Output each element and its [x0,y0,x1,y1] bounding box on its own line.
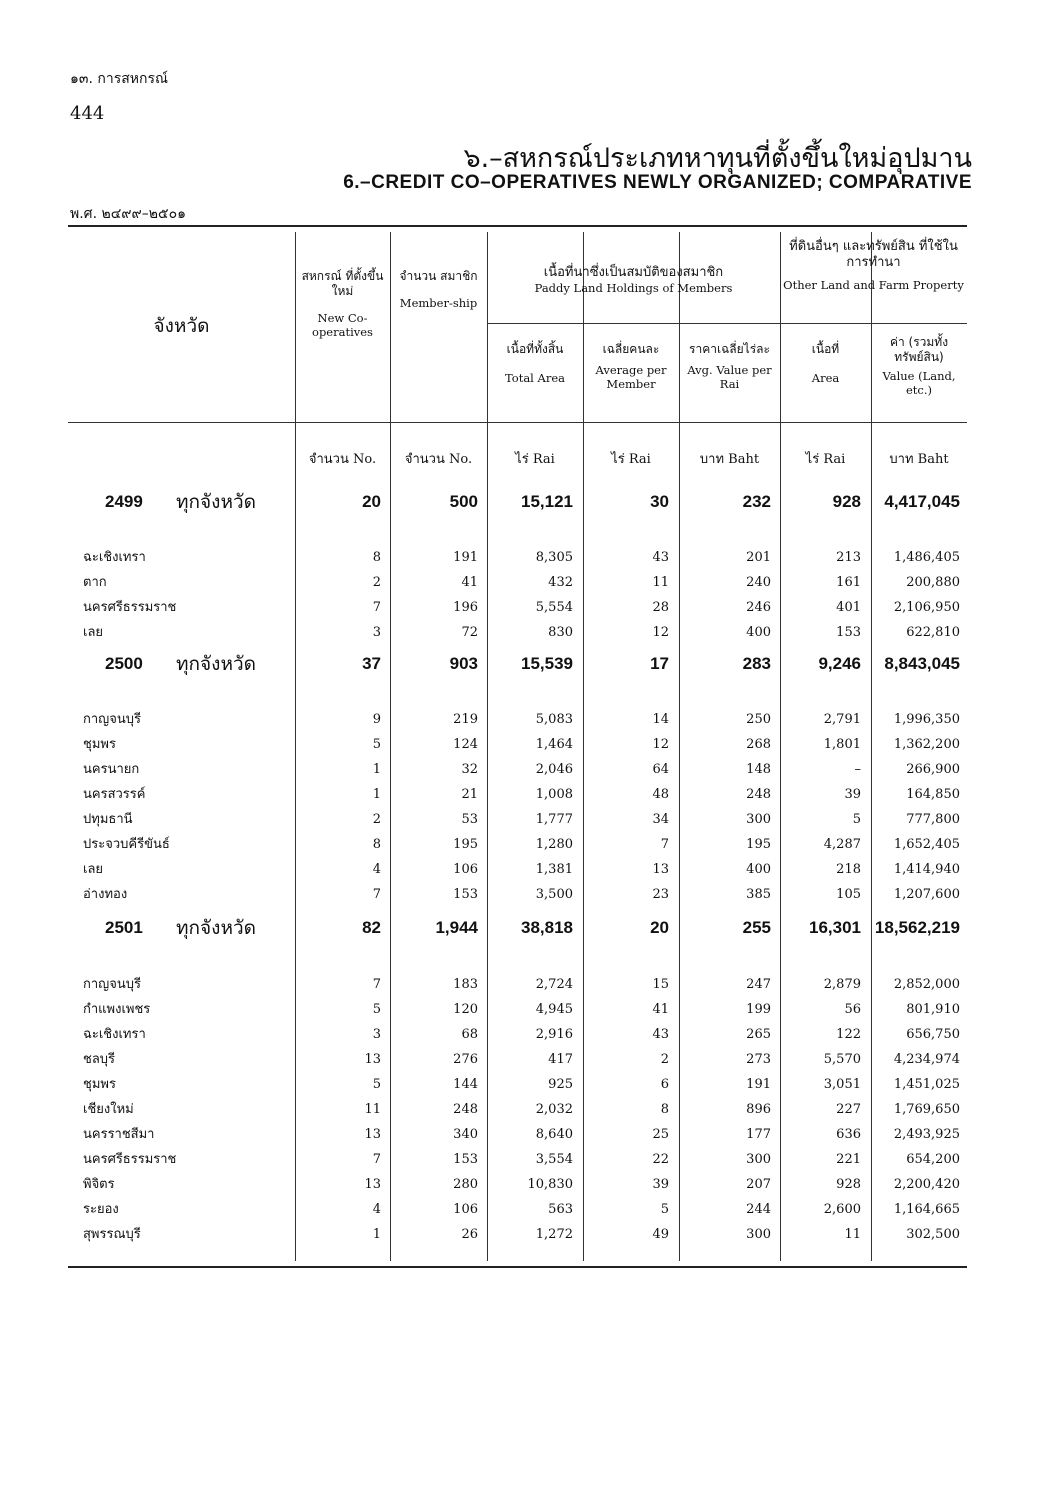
table-cell: 41 [461,575,478,590]
total-cell: 18,562,219 [874,918,960,937]
table-cell: 8,640 [535,1127,573,1142]
table-cell: 177 [746,1127,771,1142]
table-cell: 400 [746,625,771,640]
unit-label: บาท Baht [889,452,949,467]
table-cell: 64 [652,762,669,777]
table-row [68,782,967,807]
year-label: 2499 [105,492,143,511]
table-cell: 3,554 [535,1152,573,1167]
table-cell: 2,106,950 [893,600,960,615]
total-cell: 38,818 [521,918,573,937]
table-cell: 191 [746,1077,771,1092]
table-cell: 5 [852,812,861,827]
header-thai: เฉลี่ยคนละ [602,342,660,356]
header-english: Average per Member [595,363,667,392]
table-cell: 196 [453,600,478,615]
table-cell: 2,879 [823,977,861,992]
total-cell: 16,301 [809,918,861,937]
table-cell: 7 [372,887,381,902]
table-cell: 26 [461,1227,478,1242]
province-name: นครสวรรค์ [83,787,146,802]
table-cell: 1,381 [535,862,573,877]
table-cell: 1,996,350 [893,712,960,727]
table-cell: 49 [652,1227,669,1242]
table-cell: 246 [746,600,771,615]
column-header-total-area [487,342,583,385]
table-cell: 2,724 [535,977,573,992]
column-group-paddy-land [487,265,780,296]
unit-label: จำนวน No. [308,452,377,467]
table-cell: 300 [746,1227,771,1242]
total-cell: 255 [742,918,771,937]
table-cell: 12 [652,625,669,640]
table-cell: 10,830 [527,1177,573,1192]
table-cell: 656,750 [906,1027,960,1042]
table-cell: 3,051 [823,1077,861,1092]
total-cell: 30 [650,492,669,511]
province-name: อ่างทอง [83,887,128,902]
year-label: 2500 [105,654,143,673]
table-cell: 39 [844,787,861,802]
table-cell: 39 [652,1177,669,1192]
table-cell: 144 [453,1077,478,1092]
table-cell: 2,791 [823,712,861,727]
province-name: เลย [83,625,104,640]
table-cell: 68 [461,1027,478,1042]
table-cell: 13 [364,1127,381,1142]
table-cell: 43 [652,1027,669,1042]
column-header-area [780,342,871,385]
table-cell: 120 [453,1002,478,1017]
table-cell: 7 [660,837,669,852]
table-cell: 3,500 [535,887,573,902]
province-name: ฉะเชิงเทรา [83,550,146,565]
table-cell: 221 [836,1152,861,1167]
unit-label: บาท Baht [699,452,760,467]
province-name: กาญจนบุรี [83,977,141,992]
total-cell: 928 [832,492,861,511]
province-name: เลย [83,862,104,877]
province-name: ชลบุรี [83,1052,116,1067]
table-row [68,997,967,1022]
total-cell: 500 [449,492,478,511]
table-cell: 1,451,025 [893,1077,960,1092]
table-cell: 5,554 [535,600,573,615]
table-cell: 896 [746,1102,771,1117]
total-cell: 1,944 [435,918,478,937]
province-name: ตาก [83,575,107,590]
table-cell: 153 [836,625,861,640]
table-cell: 56 [844,1002,861,1017]
column-header-avg-per-member [583,342,679,392]
table-cell: 4,287 [823,837,861,852]
province-name: ชุมพร [83,737,116,752]
table-cell: 636 [836,1127,861,1142]
total-cell: 15,121 [521,492,573,511]
table-row [68,1147,967,1172]
total-cell: 8,843,045 [884,654,960,673]
table-cell: 2 [372,575,381,590]
table-row [68,972,967,997]
header-thai: ราคาเฉลี่ยไร่ละ [689,342,770,356]
header-thai: เนื้อที่ [811,342,840,356]
table-cell: 5,570 [823,1052,861,1067]
table-cell: – [854,762,861,777]
province-name: กำแพงเพชร [83,1002,151,1017]
table-cell: 1 [372,762,381,777]
total-cell: 17 [650,654,669,673]
province-name: กาญจนบุรี [83,712,141,727]
table-cell: 248 [746,787,771,802]
table-cell: 1,801 [823,737,861,752]
total-cell: 37 [362,654,381,673]
table-cell: 8 [372,550,381,565]
table-cell: 1,769,650 [893,1102,960,1117]
table-cell: 13 [364,1052,381,1067]
header-english: Avg. Value per Rai [687,363,772,392]
table-row [68,1122,967,1147]
table-cell: 5,083 [535,712,573,727]
table-cell: 12 [652,737,669,752]
table-row [68,832,967,857]
header-thai: สหกรณ์ ที่ตั้งขึ้นใหม่ [301,269,384,298]
column-header-new-coops [295,269,390,340]
table-cell: 207 [746,1177,771,1192]
table-cell: 28 [652,600,669,615]
total-cell: 232 [742,492,771,511]
table-cell: 777,800 [906,812,960,827]
table-cell: 265 [746,1027,771,1042]
column-header-membership [390,269,487,310]
table-row [68,620,967,645]
table-cell: 2,600 [823,1202,861,1217]
table-cell: 153 [453,887,478,902]
table-title-thai: ๖.–สหกรณ์ประเภทหาทุนที่ตั้งขึ้นใหม่อุปมาน [463,143,972,174]
total-cell: 9,246 [818,654,861,673]
table-cell: 280 [453,1177,478,1192]
table-row [68,1097,967,1122]
table-cell: 1 [372,1227,381,1242]
table-cell: 266,900 [906,762,960,777]
unit-label: จำนวน No. [404,452,473,467]
table-cell: 268 [746,737,771,752]
table-cell: 4,234,974 [893,1052,960,1067]
table-cell: 1 [372,787,381,802]
table-row [68,1072,967,1097]
column-header-province: จังหวัด [153,315,210,337]
total-cell: 20 [362,492,381,511]
table-row [68,732,967,757]
table-cell: 8 [660,1102,669,1117]
table-cell: 273 [746,1052,771,1067]
table-row [68,757,967,782]
total-cell: 20 [650,918,669,937]
table-cell: 164,850 [906,787,960,802]
table-cell: 3 [372,1027,381,1042]
table-cell: 53 [461,812,478,827]
table-cell: 191 [453,550,478,565]
table-cell: 25 [652,1127,669,1142]
table-cell: 4 [372,1202,381,1217]
table-row [68,1047,967,1072]
table-row [68,1172,967,1197]
column-header-avg-value [679,342,780,392]
table-cell: 250 [746,712,771,727]
table-cell: 15 [652,977,669,992]
header-rule [487,323,780,324]
table-cell: 106 [453,1202,478,1217]
table-cell: 8 [372,837,381,852]
table-cell: 5 [372,1002,381,1017]
unit-label: ไร่ Rai [515,452,555,467]
table-cell: 124 [453,737,478,752]
table-cell: 2,046 [535,762,573,777]
table-cell: 300 [746,1152,771,1167]
table-cell: 1,280 [535,837,573,852]
province-name: สุพรรณบุรี [83,1227,141,1242]
province-name: ประจวบคีรีขันธ์ [83,837,170,852]
table-cell: 34 [652,812,669,827]
total-cell: 4,417,045 [884,492,960,511]
table-cell: 1,164,665 [893,1202,960,1217]
table-cell: 300 [746,812,771,827]
table-cell: 11 [652,575,669,590]
table-cell: 5 [372,737,381,752]
table-cell: 23 [652,887,669,902]
table-row [68,707,967,732]
header-english: New Co-operatives [312,311,373,340]
table-cell: 106 [453,862,478,877]
table-cell: 2,200,420 [893,1177,960,1192]
header-english: Other Land and Farm Property [783,277,964,292]
header-english: Area [811,371,840,385]
table-cell: 340 [453,1127,478,1142]
table-cell: 218 [836,862,861,877]
table-cell: 2,916 [535,1027,573,1042]
table-cell: 9 [372,712,381,727]
table-cell: 21 [461,787,478,802]
column-header-value [871,335,967,398]
table-cell: 1,362,200 [893,737,960,752]
table-row [68,570,967,595]
all-provinces-label: ทุกจังหวัด [176,491,256,513]
table-cell: 2,032 [535,1102,573,1117]
province-name: นครนายก [83,762,140,777]
table-cell: 925 [548,1077,573,1092]
table-cell: 201 [746,550,771,565]
table-cell: 1,272 [535,1227,573,1242]
table-cell: 7 [372,600,381,615]
header-thai: ที่ดินอื่นๆ และทรัพย์สิน ที่ใช้ในการทำนา [789,239,958,271]
table-row [68,1197,967,1222]
table-cell: 13 [652,862,669,877]
table-cell: 1,414,940 [893,862,960,877]
table-cell: 4,945 [535,1002,573,1017]
table-cell: 244 [746,1202,771,1217]
table-cell: 183 [453,977,478,992]
table-cell: 400 [746,862,771,877]
table-cell: 1,486,405 [893,550,960,565]
table-row [68,1222,967,1247]
header-english: Value (Land, etc.) [882,369,956,398]
table-cell: 248 [453,1102,478,1117]
province-name: เชียงใหม่ [83,1102,134,1117]
all-provinces-label: ทุกจังหวัด [176,653,256,675]
table-cell: 654,200 [906,1152,960,1167]
table-cell: 401 [836,600,861,615]
table-cell: 4 [372,862,381,877]
table-cell: 13 [364,1177,381,1192]
table-cell: 432 [548,575,573,590]
table-cell: 302,500 [906,1227,960,1242]
province-name: ชุมพร [83,1077,116,1092]
table-cell: 276 [453,1052,478,1067]
table-cell: 5 [660,1202,669,1217]
header-english: Paddy Land Holdings of Members [534,281,733,296]
table-cell: 2 [372,812,381,827]
table-cell: 928 [836,1177,861,1192]
table-row [68,545,967,570]
table-cell: 5 [372,1077,381,1092]
province-name: นครศรีธรรมราช [83,600,177,615]
year-total-row [68,647,967,681]
table-cell: 2,852,000 [893,977,960,992]
header-english: Total Area [505,371,565,385]
unit-label: ไร่ Rai [611,452,651,467]
page-number: 444 [70,103,105,124]
table-cell: 195 [453,837,478,852]
table-cell: 1,207,600 [893,887,960,902]
province-name: พิจิตร [83,1177,115,1192]
table-cell: 1,777 [535,812,573,827]
table-cell: 240 [746,575,771,590]
table-cell: 830 [548,625,573,640]
table-cell: 1,008 [535,787,573,802]
table-cell: 72 [461,625,478,640]
table-row [68,857,967,882]
header-rule [780,323,967,324]
table-cell: 417 [548,1052,573,1067]
total-cell: 82 [362,918,381,937]
header-thai: เนื้อที่ทั้งสิ้น [506,342,564,356]
table-cell: 14 [652,712,669,727]
table-row [68,807,967,832]
table-cell: 153 [453,1152,478,1167]
table-cell: 122 [836,1027,861,1042]
statistics-table [68,225,967,1268]
province-name: นครราชสีมา [83,1127,155,1142]
total-cell: 15,539 [521,654,573,673]
table-cell: 385 [746,887,771,902]
table-cell: 227 [836,1102,861,1117]
province-name: นครศรีธรรมราช [83,1152,177,1167]
province-name: ฉะเชิงเทรา [83,1027,146,1042]
province-name: ปทุมธานี [83,812,133,827]
table-cell: 32 [461,762,478,777]
total-cell: 283 [742,654,771,673]
table-cell: 41 [652,1002,669,1017]
table-cell: 213 [836,550,861,565]
year-label: 2501 [105,918,143,937]
column-group-other-land [780,239,967,292]
table-row [68,882,967,907]
header-thai: ค่า (รวมทั้ง ทรัพย์สิน) [889,335,949,364]
table-cell: 7 [372,1152,381,1167]
table-cell: 195 [746,837,771,852]
table-title-english: 6.–CREDIT CO–OPERATIVES NEWLY ORGANIZED; COMPARATIVE [343,172,972,193]
table-cell: 22 [652,1152,669,1167]
table-cell: 2,493,925 [893,1127,960,1142]
header-thai: เนื้อที่นาซึ่งเป็นสมบัติของสมาชิก [543,265,724,280]
table-cell: 199 [746,1002,771,1017]
table-cell: 200,880 [906,575,960,590]
table-cell: 801,910 [906,1002,960,1017]
table-cell: 7 [372,977,381,992]
table-cell: 622,810 [906,625,960,640]
year-total-row [68,485,967,519]
table-cell: 148 [746,762,771,777]
table-cell: 48 [652,787,669,802]
unit-label: ไร่ Rai [805,452,846,467]
all-provinces-label: ทุกจังหวัด [176,917,256,939]
header-english: Member-ship [399,296,478,310]
table-cell: 3 [372,625,381,640]
year-range: พ.ศ. ๒๔๙๙–๒๕๐๑ [70,206,187,222]
header-bottom-rule [68,422,967,423]
header-thai: จำนวน สมาชิก [399,269,478,283]
table-cell: 11 [844,1227,861,1242]
running-head: ๑๓. การสหกรณ์ [70,71,168,87]
table-row [68,1022,967,1047]
table-row [68,595,967,620]
table-cell: 1,464 [535,737,573,752]
total-cell: 903 [449,654,478,673]
table-cell: 219 [453,712,478,727]
table-cell: 247 [746,977,771,992]
table-cell: 6 [660,1077,669,1092]
table-cell: 11 [364,1102,381,1117]
year-total-row [68,911,967,945]
table-cell: 105 [836,887,861,902]
table-cell: 2 [660,1052,669,1067]
table-cell: 43 [652,550,669,565]
table-cell: 8,305 [535,550,573,565]
province-name: ระยอง [83,1202,119,1217]
table-cell: 563 [548,1202,573,1217]
table-cell: 161 [836,575,861,590]
table-cell: 1,652,405 [893,837,960,852]
